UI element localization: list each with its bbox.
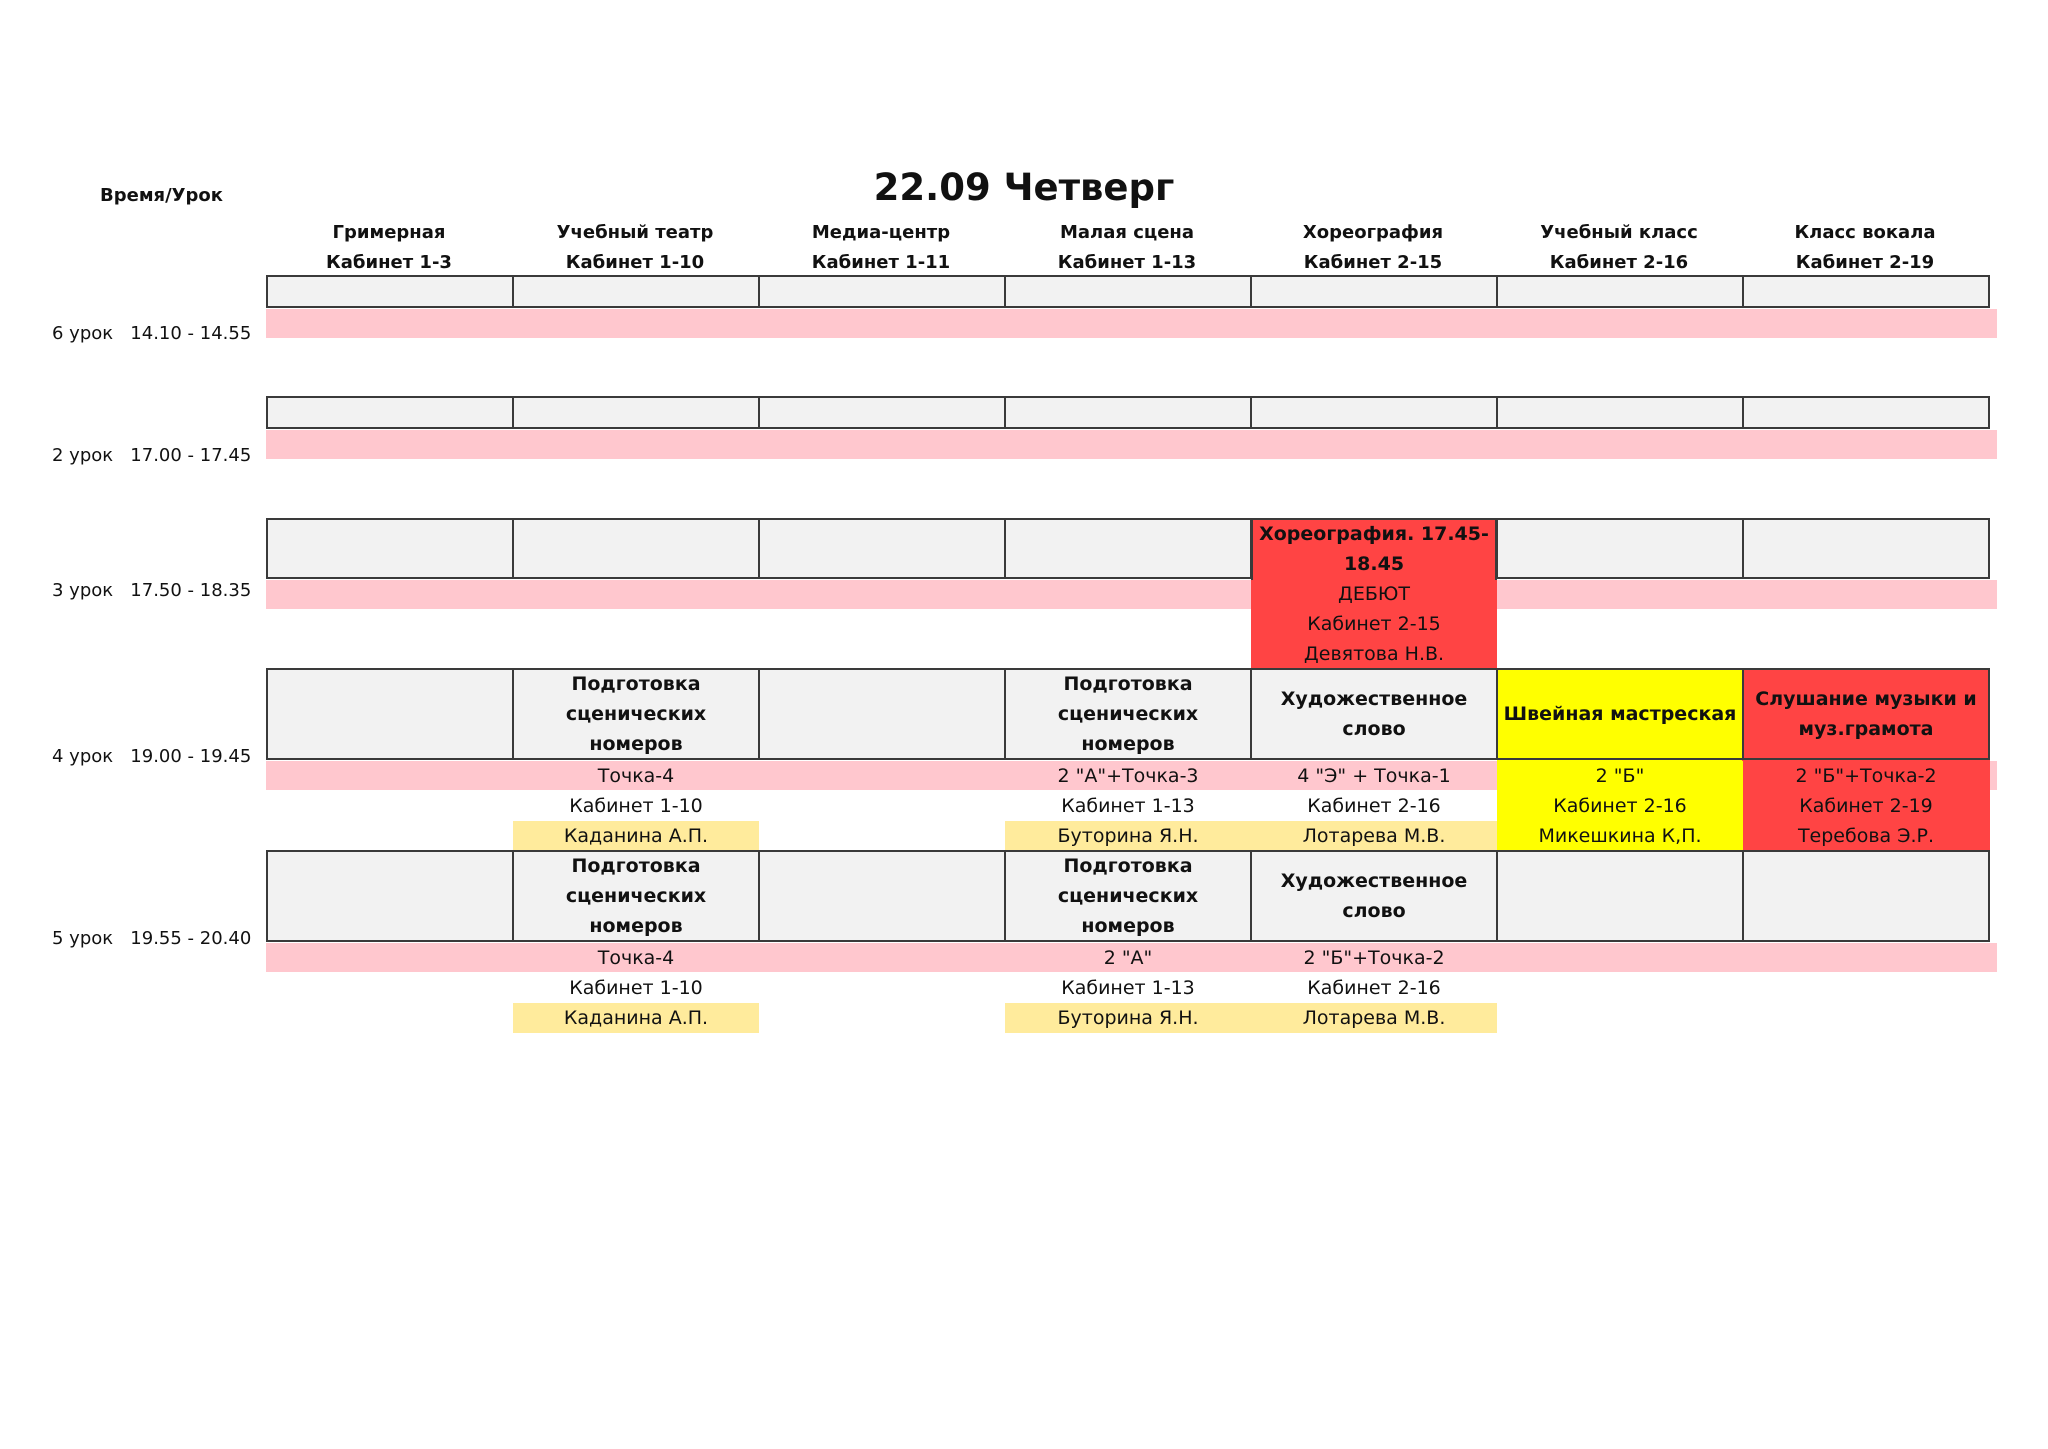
slot-2-cell — [512, 396, 760, 429]
column-header-uchebny-klass — [1496, 218, 1742, 278]
slot-5-cell — [1496, 850, 1744, 942]
slot-4-col4-room: Кабинет 1-13 — [1061, 795, 1195, 817]
slot-4-col7-group: 2 "Б"+Точка-2 — [1743, 761, 1989, 791]
slot-4-col7-teacher: Теребова Э.Р. — [1743, 821, 1989, 851]
column-room: Кабинет 1-3 — [326, 252, 452, 273]
column-header-media-center — [758, 218, 1004, 278]
slot-1-cell — [1004, 275, 1252, 308]
slot-3-cell — [266, 518, 514, 579]
slot-5-col5-group: 2 "Б"+Точка-2 — [1303, 947, 1445, 969]
slot-4-col6-group: 2 "Б" — [1497, 761, 1743, 791]
slot-1-cell — [266, 275, 514, 308]
column-room: Кабинет 1-10 — [565, 252, 705, 273]
slot-2-cell — [1250, 396, 1498, 429]
slot-4-col2-room: Кабинет 1-10 — [569, 795, 703, 817]
column-name: Учебный театр — [556, 222, 714, 243]
column-room: Кабинет 2-19 — [1795, 252, 1935, 273]
slot-5-col2-title: Подготовка сценических номеров — [512, 850, 760, 942]
slot-1-cell — [512, 275, 760, 308]
slot-3-cell — [1742, 518, 1990, 579]
column-room: Кабинет 2-16 — [1549, 252, 1689, 273]
slot-2-cell — [758, 396, 1006, 429]
slot-2-cell — [1742, 396, 1990, 429]
slot-2-time-label: 2 урок 17.00 - 17.45 — [52, 445, 252, 466]
slot-4-col5-group: 4 "Э" + Точка-1 — [1297, 765, 1451, 787]
slot-1-cell — [758, 275, 1006, 308]
slot-4-col6-teacher: Микешкина К,П. — [1497, 821, 1743, 851]
column-name: Малая сцена — [1059, 222, 1194, 243]
choreography-room: Кабинет 2-15 — [1307, 613, 1441, 635]
time-lesson-header: Время/Урок — [100, 185, 224, 206]
choreography-group: ДЕБЮТ — [1337, 583, 1410, 605]
slot-5-col4-group: 2 "А" — [1103, 947, 1153, 969]
slot-5-col4-teacher: Буторина Я.Н. — [1005, 1003, 1251, 1033]
slot-4-col5-title: Художественное слово — [1250, 668, 1498, 760]
column-room: Кабинет 2-15 — [1303, 252, 1443, 273]
slot-3-cell — [512, 518, 760, 579]
column-header-malaya-scena — [1004, 218, 1250, 278]
slot-2-cell — [1004, 396, 1252, 429]
slot-1-cell — [1742, 275, 1990, 308]
slot-1-cell — [1250, 275, 1498, 308]
slot-5-col5-title: Художественное слово — [1250, 850, 1498, 942]
slot-3-cell — [1004, 518, 1252, 579]
column-header-uchebny-teatr — [512, 218, 758, 278]
slot-4-time-label: 4 урок 19.00 - 19.45 — [52, 746, 252, 767]
column-name: Гримерная — [332, 222, 446, 243]
slot-1-stripe — [266, 309, 1997, 338]
slot-4-col5-teacher: Лотарева М.В. — [1251, 821, 1497, 851]
slot-5-col2-room: Кабинет 1-10 — [569, 977, 703, 999]
slot-3-cell — [758, 518, 1006, 579]
slot-4-col4-title: Подготовка сценических номеров — [1004, 668, 1252, 760]
slot-4-col6-title: Швейная мастреская — [1496, 668, 1744, 760]
slot-5-col5-teacher: Лотарева М.В. — [1251, 1003, 1497, 1033]
slot-1-time-label: 6 урок 14.10 - 14.55 — [52, 323, 252, 344]
page-title: 22.09 Четверг — [873, 166, 1175, 209]
slot-2-cell — [266, 396, 514, 429]
slot-5-time-label: 5 урок 19.55 - 20.40 — [52, 928, 252, 949]
slot-3-stripe — [266, 580, 1997, 609]
slot-5-col4-title: Подготовка сценических номеров — [1004, 850, 1252, 942]
slot-5-cell — [758, 850, 1006, 942]
slot-5-col4-room: Кабинет 1-13 — [1061, 977, 1195, 999]
slot-5-cell — [266, 850, 514, 942]
slot-4-cell — [758, 668, 1006, 760]
column-name: Хореография — [1302, 222, 1444, 243]
choreography-teacher: Девятова Н.В. — [1303, 643, 1445, 665]
slot-4-col2-teacher: Каданина А.П. — [513, 821, 759, 851]
slot-5-col5-room: Кабинет 2-16 — [1307, 977, 1441, 999]
column-room: Кабинет 1-11 — [811, 252, 951, 273]
slot-5-col2-group: Точка-4 — [597, 947, 675, 969]
column-header-horeografiya — [1250, 218, 1496, 278]
column-name: Медиа-центр — [811, 222, 951, 243]
slot-4-col5-room: Кабинет 2-16 — [1307, 795, 1441, 817]
slot-5-cell — [1742, 850, 1990, 942]
column-header-grimernaya — [266, 218, 512, 278]
slot-4-col2-group: Точка-4 — [597, 765, 675, 787]
slot-4-col7-title: Слушание музыки и муз.грамота — [1742, 668, 1990, 760]
slot-3-time-label: 3 урок 17.50 - 18.35 — [52, 580, 252, 601]
slot-4-col6-room: Кабинет 2-16 — [1497, 791, 1743, 821]
slot-2-cell — [1496, 396, 1744, 429]
slot-4-col2-title: Подготовка сценических номеров — [512, 668, 760, 760]
choreography-title: Хореография. 17.45- 18.45 — [1259, 523, 1489, 575]
slot-2-stripe — [266, 430, 1997, 459]
slot-4-col4-group: 2 "А"+Точка-3 — [1057, 765, 1199, 787]
slot-1-cell — [1496, 275, 1744, 308]
column-header-klass-vokala — [1742, 218, 1988, 278]
column-name: Класс вокала — [1794, 222, 1936, 243]
slot-4-col4-teacher: Буторина Я.Н. — [1005, 821, 1251, 851]
slot-3-cell — [1496, 518, 1744, 579]
column-room: Кабинет 1-13 — [1057, 252, 1197, 273]
slot-4-cell — [266, 668, 514, 760]
column-name: Учебный класс — [1540, 222, 1698, 243]
slot-4-col7-room: Кабинет 2-19 — [1743, 791, 1989, 821]
slot-5-col2-teacher: Каданина А.П. — [513, 1003, 759, 1033]
